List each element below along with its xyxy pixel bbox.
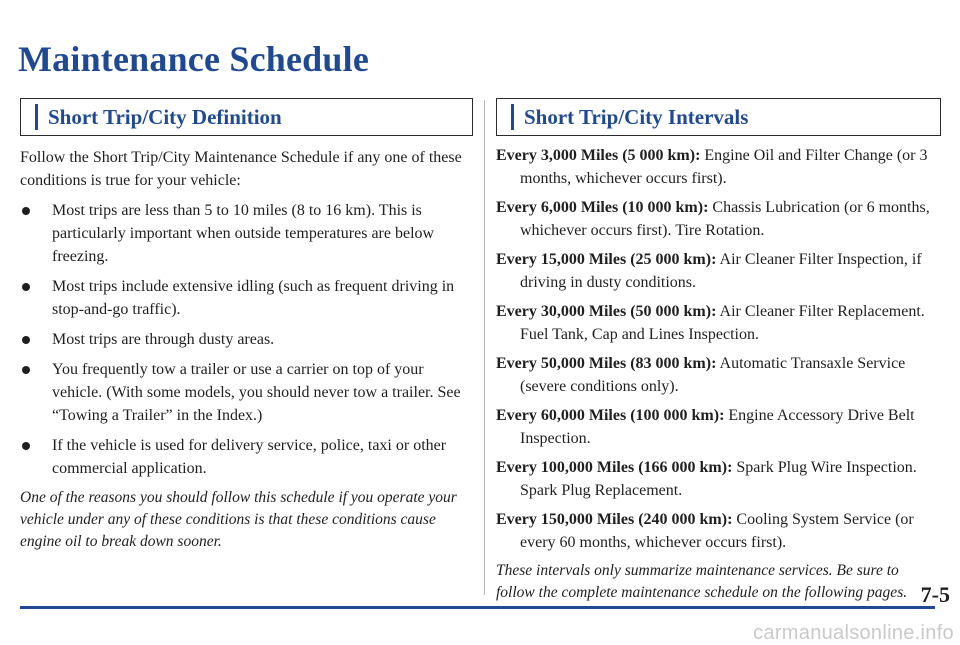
short-trip-definition-heading [20,98,473,136]
interval-mileage: Every 6,000 Miles (10 000 km): [496,199,709,216]
interval-service: Air Cleaner Filter Inspection, if driving in dusty conditions. [520,251,922,291]
list-item [496,508,941,554]
watermark: carmanualsonline.info [753,622,954,644]
interval-service: Automatic Transaxle Service (severe conditions only). [520,355,906,395]
list-item [496,404,941,450]
interval-service: Spark Plug Wire Inspection. Spark Plug Replacement. [520,459,917,499]
definition-note: One of the reasons you should follow this schedule if you operate your vehicle under any of these conditions is that these conditions cause engine oil to break down sooner. [20,489,457,550]
list-item [496,144,941,190]
short-trip-intervals-heading [496,98,941,136]
bullet-icon [22,442,30,450]
bullet-icon [22,283,30,291]
interval-service: Cooling System Service (or every 60 months, whichever occurs first). [520,511,914,551]
short-trip-definition-title: Short Trip/City Definition [48,104,282,129]
short-trip-definition-section [20,98,475,553]
interval-service: Engine Oil and Filter Change (or 3 months, whichever occurs first). [520,147,928,187]
interval-mileage: Every 60,000 Miles (100 000 km): [496,407,725,424]
bullet-icon [22,336,30,344]
list-item [496,352,941,398]
short-trip-intervals-section [496,98,941,604]
interval-service: Air Cleaner Filter Replacement. Fuel Tank, Cap and Lines Inspection. [520,303,925,343]
bullet-icon [22,207,30,215]
list-item [20,275,475,321]
footer-rule [20,606,935,609]
condition-list [20,199,475,480]
interval-mileage: Every 50,000 Miles (83 000 km): [496,355,717,372]
list-item [20,434,475,480]
interval-list [496,144,941,554]
interval-mileage: Every 150,000 Miles (240 000 km): [496,511,733,528]
condition-text: You frequently tow a trailer or use a carrier on top of your vehicle. (With some models, you should never tow a trailer. See “Towing a Trailer” in the Index.) [52,361,461,424]
condition-text: If the vehicle is used for delivery service, police, taxi or other commercial application. [52,437,447,477]
interval-mileage: Every 30,000 Miles (50 000 km): [496,303,717,320]
list-item [496,248,941,294]
intervals-note: These intervals only summarize maintenance services. Be sure to follow the complete maintenance schedule on the following pages. [496,562,908,601]
interval-service: Chassis Lubrication (or 6 months, whichever occurs first). Tire Rotation. [520,199,930,239]
list-item [496,300,941,346]
bullet-icon [22,366,30,374]
heading-bar-icon [511,104,514,130]
interval-mileage: Every 100,000 Miles (166 000 km): [496,459,733,476]
definition-intro: Follow the Short Trip/City Maintenance Schedule if any one of these conditions is true for your vehicle: [20,149,462,189]
condition-text: Most trips are through dusty areas. [52,331,275,348]
list-item [20,199,475,268]
condition-text: Most trips include extensive idling (such as frequent driving in stop-and-go traffic). [52,278,455,318]
column-divider [484,100,485,595]
heading-bar-icon [35,104,38,130]
list-item [496,196,941,242]
page-number: 7-5 [920,582,950,607]
list-item [496,456,941,502]
interval-mileage: Every 3,000 Miles (5 000 km): [496,147,701,164]
list-item [20,328,475,351]
page-title: Maintenance Schedule [18,39,369,79]
condition-text: Most trips are less than 5 to 10 miles (8 to 16 km). This is particularly important when outside temperatures are below freezing. [52,202,435,265]
interval-mileage: Every 15,000 Miles (25 000 km): [496,251,717,268]
interval-service: Engine Accessory Drive Belt Inspection. [520,407,915,447]
list-item [20,358,475,427]
short-trip-intervals-title: Short Trip/City Intervals [524,104,749,129]
